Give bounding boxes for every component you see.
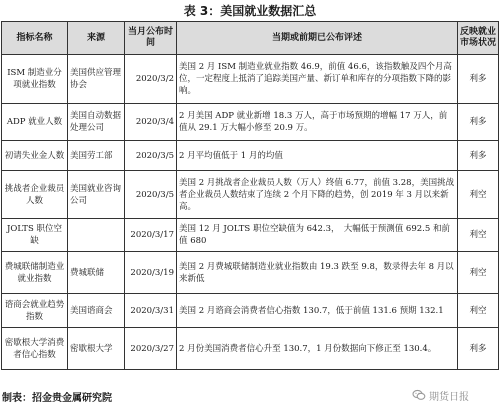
header-release-date: 当月公布时间: [125, 22, 177, 55]
source: [68, 219, 125, 252]
header-row: [2, 22, 499, 55]
table-row: [2, 294, 499, 328]
watermark-text: 期货日报: [429, 391, 469, 403]
watermark: [412, 386, 469, 404]
market-status: 利多: [458, 141, 499, 171]
commentary: 2 月平均值低于 1 月的均值: [177, 141, 458, 171]
commentary: 美国 2 月挑战者企业裁员人数（万人）终值 6.77，前值 3.28，美国挑战者企业裁员人数结束了连续 2 个月下降的趋势，创 2019 年 3 月以来新高。: [177, 171, 458, 219]
market-status: 利多: [458, 328, 499, 370]
indicator-name: 初请失业金人数: [2, 141, 68, 171]
header-commentary: 当期或前期已公布评述: [177, 22, 458, 55]
market-status: 利多: [458, 104, 499, 141]
source: 美国自动数据处理公司: [68, 104, 125, 141]
commentary: 2 月美国 ADP 就业新增 18.3 万人，高于市场预期的增幅 17 万人，前值从 29.1 万大幅小修至 20.9 万。: [177, 104, 458, 141]
commentary: 美国 12 月 JOLTS 职位空缺值为 642.3， 大幅低于预测值 692.5 和前值 680: [177, 219, 458, 252]
release-date: 2020/3/17: [125, 219, 177, 252]
market-status: 利空: [458, 294, 499, 328]
release-date: 2020/3/31: [125, 294, 177, 328]
commentary: 美国 2 月费城联储制造业就业指数由 19.3 跌至 9.8，数录得去年 8 月以来新低: [177, 252, 458, 294]
table-row: [2, 55, 499, 104]
table-row: [2, 219, 499, 252]
table-title: 表 3：美国就业数据汇总: [183, 4, 317, 18]
source: 美国谘商会: [68, 294, 125, 328]
release-date: 2020/3/5: [125, 171, 177, 219]
market-status: 利多: [458, 55, 499, 104]
header-source: 来源: [68, 22, 125, 55]
indicator-name: 密歇根大学消费者信心指数: [2, 328, 68, 370]
table-row: [2, 104, 499, 141]
source: 美国供应管理协会: [68, 55, 125, 104]
release-date: 2020/3/5: [125, 141, 177, 171]
table-row: [2, 328, 499, 370]
indicator-name: JOLTS 职位空缺: [2, 219, 68, 252]
source: 费城联储: [68, 252, 125, 294]
source: 美国劳工部: [68, 141, 125, 171]
market-status: 利空: [458, 171, 499, 219]
market-status: 利空: [458, 219, 499, 252]
table-row: [2, 141, 499, 171]
table-row: [2, 171, 499, 219]
indicator-name: ISM 制造业分项就业指数: [2, 55, 68, 104]
header-indicator-name: 指标名称: [2, 22, 68, 55]
header-market-status: 反映就业市场状况: [458, 22, 499, 55]
employment-data-table: [1, 21, 499, 370]
indicator-name: 谘商会就业趋势指数: [2, 294, 68, 328]
indicator-name: 费城联储制造业就业指数: [2, 252, 68, 294]
release-date: 2020/3/4: [125, 104, 177, 141]
source: 美国就业咨询公司: [68, 171, 125, 219]
release-date: 2020/3/27: [125, 328, 177, 370]
market-status: 利空: [458, 252, 499, 294]
wechat-icon: [412, 388, 426, 402]
table-row: [2, 252, 499, 294]
table-footer-credit: 制表：招金贵金属研究院: [2, 393, 112, 404]
commentary: 美国 2 月 ISM 制造业就业指数 46.9，前值 46.6，该指数触及四个月高位，一定程度上抵消了追踪美国产量、新订单和库存的分项指数下降的影响。: [177, 55, 458, 104]
indicator-name: ADP 就业人数: [2, 104, 68, 141]
indicator-name: 挑战者企业裁员人数: [2, 171, 68, 219]
commentary: 2 月份美国消费者信心升至 130.7，1 月份数据向下修正至 130.4。: [177, 328, 458, 370]
commentary: 美国 2 月谘商会消费者信心指数 130.7，低于前值 131.6 预期 132.1: [177, 294, 458, 328]
release-date: 2020/3/19: [125, 252, 177, 294]
release-date: 2020/3/2: [125, 55, 177, 104]
source: 密歇根大学: [68, 328, 125, 370]
